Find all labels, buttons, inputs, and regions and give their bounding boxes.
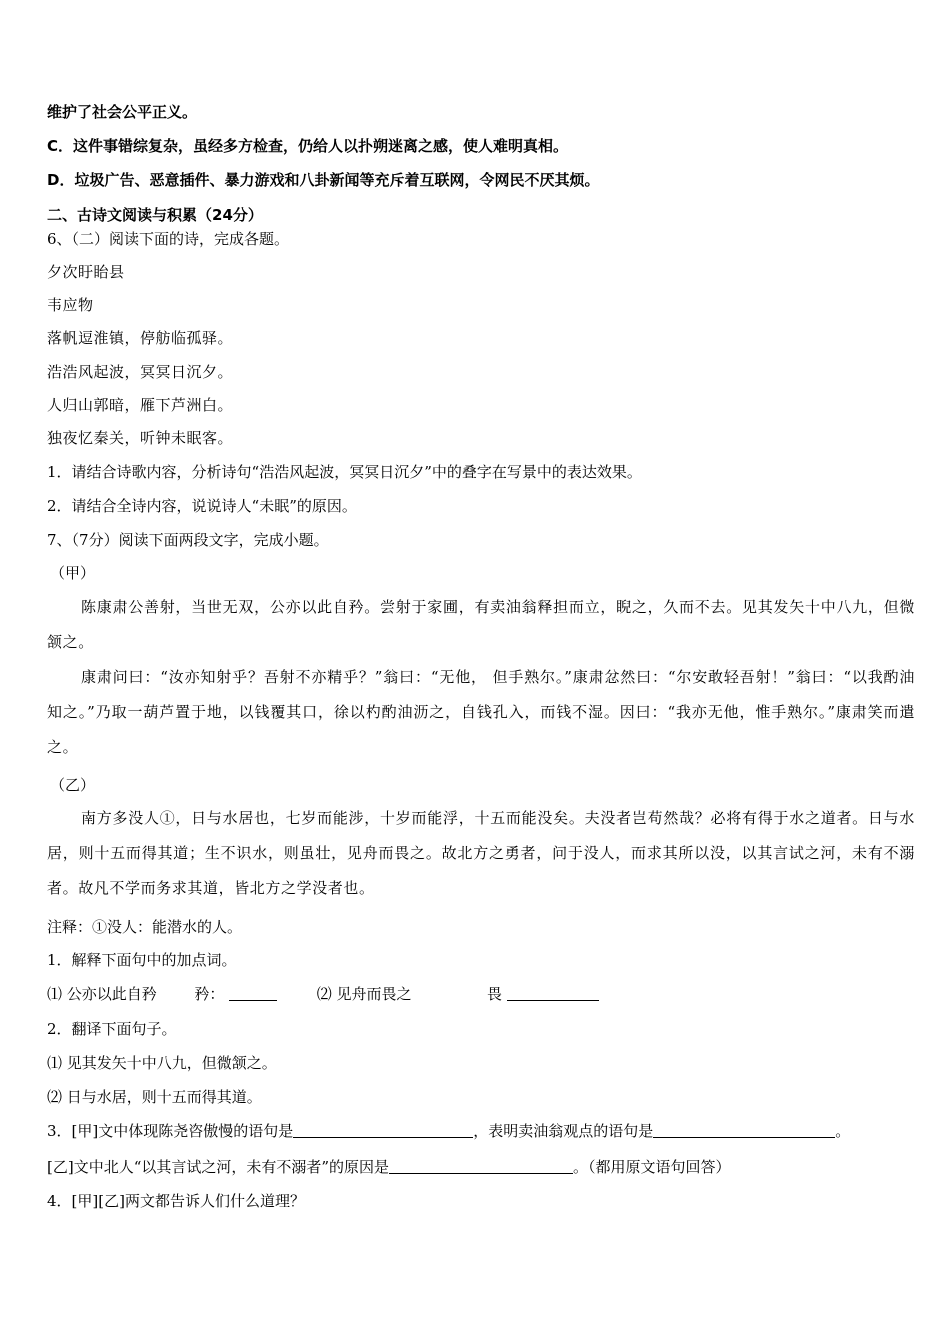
- option-d: D．垃圾广告、恶意插件、暴力游戏和八卦新闻等充斥着互联网，令网民不厌其烦。: [47, 171, 600, 189]
- answer-blank-arrogance[interactable]: [293, 1121, 473, 1138]
- item-a-sentence: ⑴ 公亦以此自矜: [47, 985, 157, 1003]
- sq3-prompt-b: ，表明卖油翁观点的语句是: [473, 1122, 654, 1140]
- poem-line-3: 人归山郭暗，雁下芦洲白。: [47, 396, 234, 414]
- poem-author: 韦应物: [47, 296, 94, 314]
- option-c: C．这件事错综复杂，虽经多方检查，仍给人以扑朔迷离之感，使人难明真相。: [47, 137, 569, 155]
- sq3-prompt-c: [乙]文中北人“以其言试之河，未有不溺者”的原因是: [47, 1158, 390, 1176]
- question-6: 6、（二）阅读下面的诗，完成各题。: [47, 230, 290, 248]
- poem-line-2: 浩浩风起波，冥冥日沉夕。: [47, 363, 234, 381]
- item-b-sentence: ⑵ 见舟而畏之: [316, 985, 412, 1003]
- poem-title: 夕次盱眙县: [47, 263, 125, 281]
- sq3-prompt-a: 3．[甲]文中体现陈尧咨傲慢的语句是: [47, 1122, 294, 1140]
- sq3-prompt-d: 。（都用原文语句回答）: [573, 1158, 731, 1176]
- option-b-continuation: 维护了社会公平正义。: [47, 103, 198, 121]
- answer-blank-jin[interactable]: [229, 984, 277, 1001]
- passage-yi-label: （乙）: [50, 776, 96, 794]
- section-heading: 二、古诗文阅读与积累（24分）: [47, 206, 263, 224]
- sub-question-2: 2．翻译下面句子。: [47, 1020, 177, 1038]
- poem-line-4: 独夜忆秦关，听钟未眠客。: [47, 429, 234, 447]
- sub-question-3-line-2: [47, 1157, 731, 1177]
- sub-question-1: 1．解释下面句中的加点词。: [47, 951, 237, 969]
- sub-question-1-items: [47, 984, 599, 1004]
- sq3-end: 。: [835, 1122, 851, 1140]
- item-b-key-word: 畏: [487, 985, 503, 1003]
- passage-jia-paragraph-2: 康肃问曰：“汝亦知射乎？吾射不亦精乎？”翁曰：“无他， 但手熟尔。”康肃忿然曰：“尔安敢轻吾射！”翁曰：“以我酌油知之。”乃取一葫芦置于地，以钱覆其口，徐以杓酌油沥之，自钱孔入，而钱不湿。因曰：“我亦无他，惟手熟尔。”康肃笑而遣之。: [47, 668, 915, 756]
- sub-question-4: 4．[甲][乙]两文都告诉人们什么道理？: [47, 1192, 305, 1210]
- poem-line-1: 落帆逗淮镇，停舫临孤驿。: [47, 329, 234, 347]
- annotation-note: 注释：①没人：能潜水的人。: [47, 918, 243, 936]
- answer-blank-north-reason[interactable]: [389, 1157, 573, 1174]
- passage-yi-paragraph: 南方多没人①，日与水居也，七岁而能涉，十岁而能浮，十五而能没矣。夫没者岂苟然哉？必将有得于水之道者。日与水居，则十五而得其道；生不识水，则虽壮，见舟而畏之。故北方之勇者，问于没人，而求其所以没，以其言试之河，未有不溺者。故凡不学而务求其道，皆北方之学没者也。: [47, 809, 915, 897]
- passage-jia-label: （甲）: [50, 564, 96, 582]
- translate-item-b: ⑵ 日与水居，则十五而得其道。: [47, 1088, 262, 1106]
- translate-item-a: ⑴ 见其发矢十中八九，但微颔之。: [47, 1054, 277, 1072]
- item-a-key-word: 矜：: [194, 985, 225, 1003]
- passage-jia-paragraph-1: 陈康肃公善射，当世无双，公亦以此自矜。尝射于家圃，有卖油翁释担而立，睨之，久而不去。见其发矢十中八九，但微颔之。: [47, 598, 915, 651]
- sub-question-3-line-1: [47, 1121, 850, 1141]
- question-6-2: 2．请结合全诗内容，说说诗人“未眠”的原因。: [47, 497, 357, 515]
- answer-blank-wei[interactable]: [507, 984, 599, 1001]
- question-6-1: 1．请结合诗歌内容，分析诗句“浩浩风起波，冥冥日沉夕”中的叠字在写景中的表达效果。: [47, 463, 642, 481]
- answer-blank-oil-seller[interactable]: [653, 1121, 835, 1138]
- question-7: 7、（7分）阅读下面两段文字，完成小题。: [47, 531, 329, 549]
